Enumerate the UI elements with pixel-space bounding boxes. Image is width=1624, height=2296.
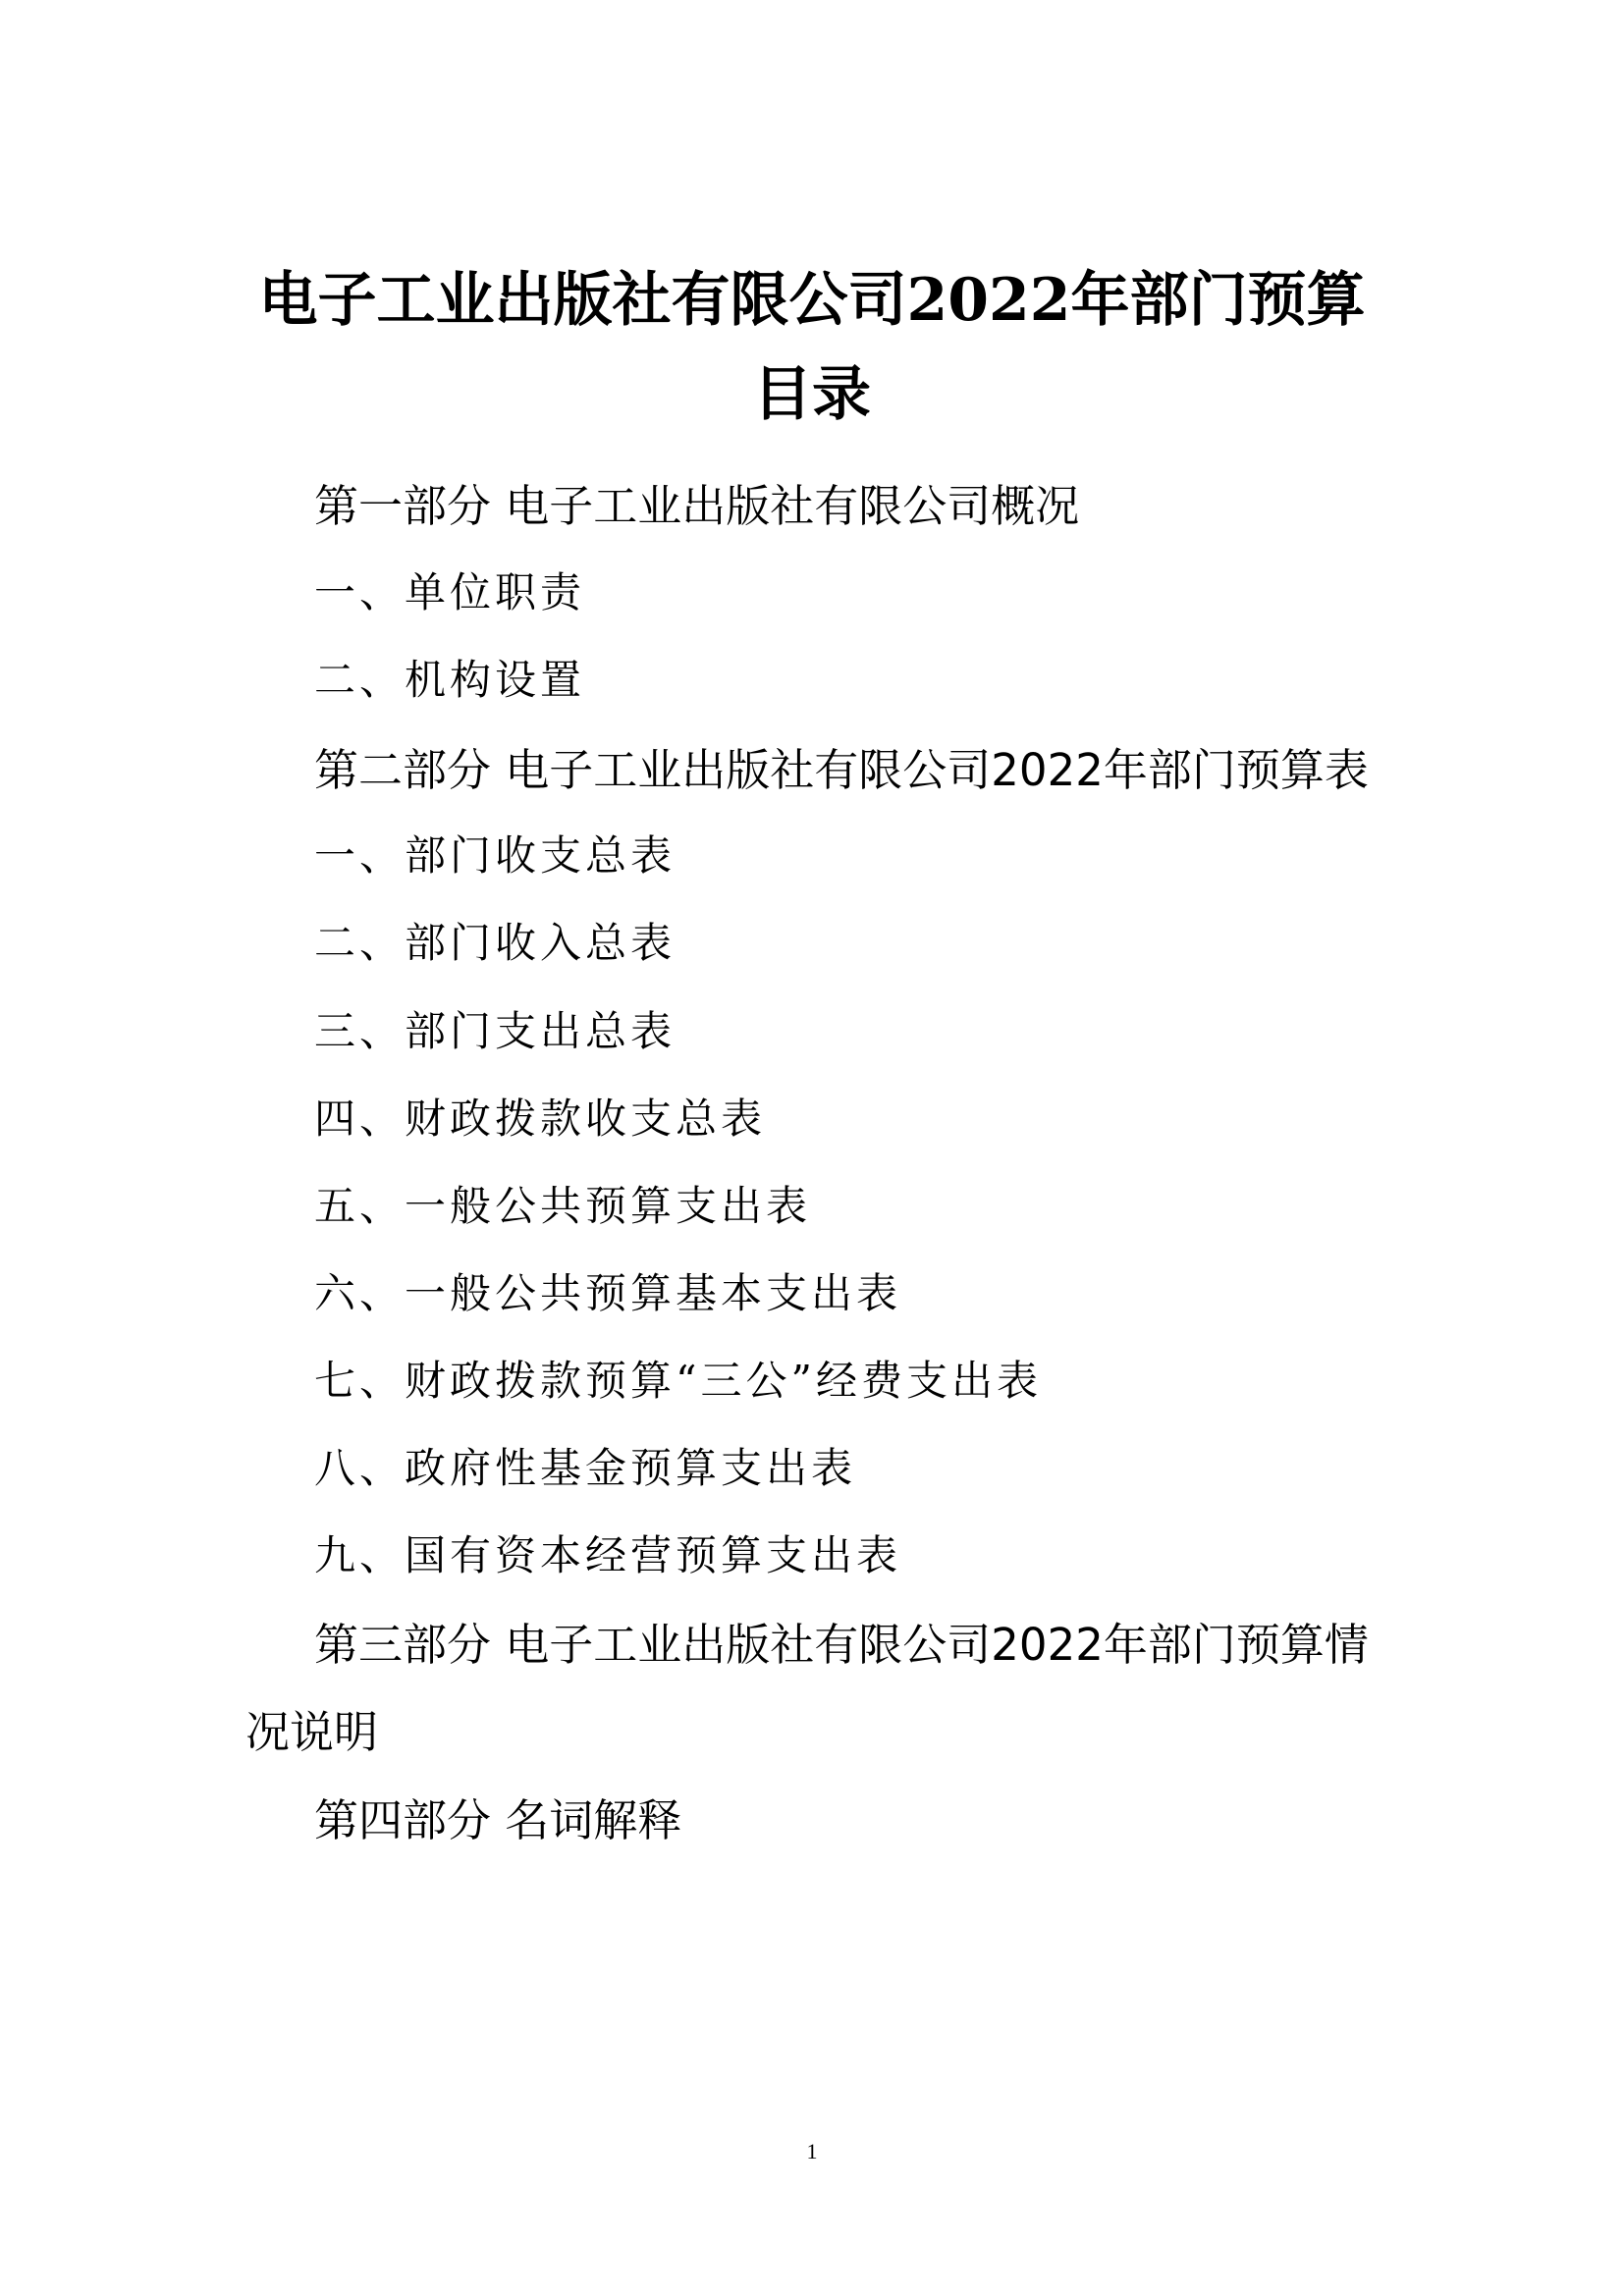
page-number: 1 [806, 2139, 818, 2163]
toc-part-3-continued: 况说明 [245, 1706, 379, 1758]
toc-heading: 目录 [753, 360, 871, 429]
toc-item-three-public-expenses: 七、财政拨款预算“三公”经费支出表 [314, 1357, 1042, 1405]
toc-item-revenue-expenditure-summary: 一、部门收支总表 [314, 831, 677, 880]
toc-item-expenditure-summary: 三、部门支出总表 [314, 1007, 677, 1055]
document-title: 电子工业出版社有限公司2022年部门预算 [258, 266, 1366, 336]
toc-part-2: 第二部分 电子工业出版社有限公司2022年部门预算表 [314, 744, 1369, 796]
toc-item-unit-duties: 一、单位职责 [314, 568, 586, 616]
toc-part-1: 第一部分 电子工业出版社有限公司概况 [314, 480, 1080, 532]
toc-item-organization: 二、机构设置 [314, 656, 586, 704]
toc-item-general-public-basic: 六、一般公共预算基本支出表 [314, 1269, 902, 1317]
toc-item-general-public-budget: 五、一般公共预算支出表 [314, 1182, 812, 1230]
toc-item-state-capital: 九、国有资本经营预算支出表 [314, 1531, 902, 1579]
toc-item-fiscal-appropriation-summary: 四、财政拨款收支总表 [314, 1095, 767, 1143]
toc-part-3: 第三部分 电子工业出版社有限公司2022年部门预算情 [314, 1619, 1369, 1671]
toc-part-4: 第四部分 名词解释 [314, 1794, 682, 1846]
toc-item-government-fund: 八、政府性基金预算支出表 [314, 1444, 857, 1492]
toc-item-revenue-summary: 二、部门收入总表 [314, 919, 677, 967]
